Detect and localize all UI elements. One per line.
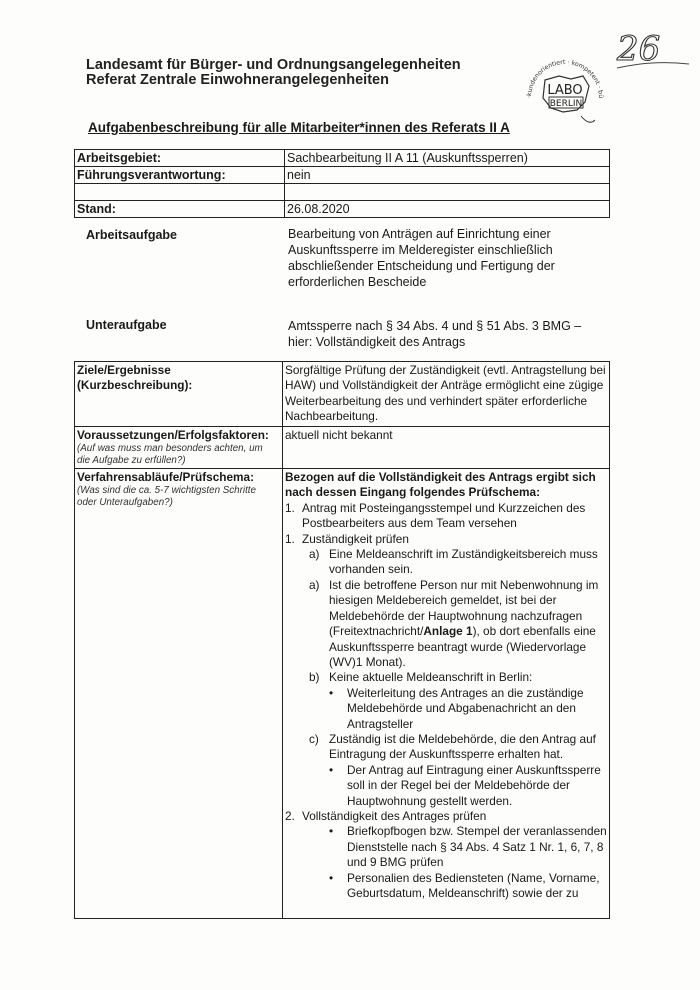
list-text — [329, 578, 598, 670]
arbeitsgebiet-label: Arbeitsgebiet: — [75, 150, 285, 167]
list-number: 1. — [285, 500, 295, 515]
ziele-sublabel: (Kurzbeschreibung): — [77, 378, 193, 393]
verfahren-label: Verfahrensabläufe/Prüfschema: — [77, 470, 255, 485]
bullet-item — [285, 871, 607, 902]
list-item — [285, 501, 607, 532]
text-line: vorhanden sein. — [329, 562, 413, 577]
list-mark: c) — [309, 731, 319, 746]
stamp-berlin: BERLIN — [549, 99, 583, 109]
anlage-reference: Anlage 1 — [423, 624, 473, 639]
intro-line: nach dessen Eingang folgendes Prüfschema: — [285, 485, 541, 500]
text-part: ), ob dort ebenfalls eine — [472, 624, 596, 639]
text-line: Zuständig ist die Meldebehörde, die den Antrag auf — [329, 731, 596, 746]
list-item — [285, 578, 607, 670]
text-line: (WV)1 Monat). — [329, 654, 406, 669]
verfahren-hint: (Was sind die ca. 5-7 wichtigsten Schritte — [77, 485, 256, 497]
text-line: HAW) und Vollständigkeit der Anträge ermöglicht eine zügige — [285, 378, 604, 393]
text-line: Der Antrag auf Eintragung einer Auskunftssperre — [347, 762, 601, 777]
text-line: Vollständigkeit des Antrages prüfen — [302, 808, 487, 823]
document-title: Aufgabenbeschreibung für alle Mitarbeiter*innen des Referats II A — [88, 120, 510, 135]
table-row — [75, 201, 610, 218]
stamp-arc-text: ·kundenorientiert · kompetent · bü — [525, 58, 605, 99]
verfahren-label-cell — [75, 469, 283, 919]
text-line: Eine Meldeanschrift im Zuständigkeitsbereich muss — [329, 547, 598, 562]
authority-name: Landesamt für Bürger- und Ordnungsangelegenheiten — [86, 57, 461, 73]
verfahren-value-cell — [283, 469, 610, 919]
table-row — [75, 469, 610, 919]
voraussetzungen-hint: (Auf was muss man besonders achten, um — [77, 443, 263, 455]
bullet-item — [285, 686, 607, 732]
empty-cell — [75, 184, 285, 201]
bullet-icon: • — [329, 685, 334, 700]
list-text — [329, 732, 596, 763]
text-line: Weiterbearbeitung des und verhindert später erforderliche — [285, 393, 588, 408]
list-text — [347, 871, 599, 902]
voraussetzungen-hint: die Aufgabe zu erfüllen?) — [77, 455, 186, 467]
bullet-item — [285, 824, 607, 870]
text-line: Meldebehörde der Hauptwohnung nachzufragen — [329, 608, 583, 623]
text-line: Keine aktuelle Meldeanschrift in Berlin: — [329, 670, 533, 685]
text-line: Antrag mit Posteingangsstempel und Kurzzeichen des — [302, 500, 586, 515]
table-row — [75, 426, 610, 468]
bullet-item — [285, 763, 607, 809]
fuehrung-value: nein — [285, 167, 610, 184]
arbeitsaufgabe-label: Arbeitsaufgabe — [86, 228, 177, 242]
text-line: Zuständigkeit prüfen — [302, 531, 409, 546]
department-name: Referat Zentrale Einwohnerangelegenheiten — [86, 72, 389, 88]
table-row — [75, 184, 610, 201]
text-line: Nachbearbeitung. — [285, 409, 379, 424]
text-part: (Freitextnachricht/ — [329, 624, 424, 639]
text-line: Briefkopfbogen bzw. Stempel der veranlassenden — [347, 824, 607, 839]
list-item — [285, 809, 607, 824]
voraussetzungen-value: aktuell nicht bekannt — [283, 426, 610, 468]
text-line — [329, 624, 598, 639]
ziele-label: Ziele/Ergebnisse — [77, 363, 171, 377]
bullet-icon: • — [329, 762, 334, 777]
list-text — [347, 763, 601, 809]
text-line: Postbearbeiters aus dem Team versehen — [302, 516, 517, 531]
list-item — [285, 670, 607, 685]
list-item — [285, 732, 607, 763]
stand-value: 26.08.2020 — [285, 201, 610, 218]
list-text — [329, 670, 532, 685]
handwritten-number-text: 26 — [617, 29, 661, 69]
unteraufgabe-text — [288, 318, 618, 350]
bullet-icon: • — [329, 824, 334, 839]
arbeitsaufgabe-text — [288, 226, 588, 290]
table-row — [75, 167, 610, 184]
text-line: hier: Vollständigkeit des Antrags — [288, 335, 466, 349]
list-text — [347, 824, 607, 870]
verfahren-hint: oder Unteraufgaben?) — [77, 497, 173, 509]
text-line: Auskunftssperre im Melderegister einschließlich — [288, 243, 553, 257]
info-table — [74, 149, 610, 218]
text-line: Meldebehörde und Abgabenachricht an den — [347, 701, 576, 716]
text-line: Personalien des Bediensteten (Name, Vorname, — [347, 870, 600, 885]
text-line: Dienststelle nach § 34 Abs. 4 Satz 1 Nr. 1, 6, 7, 8 — [347, 839, 604, 854]
text-line: Auskunftssperre beantragt wurde (Wiedervorlage — [329, 639, 587, 654]
list-text — [299, 532, 409, 547]
voraussetzungen-label-cell — [75, 426, 283, 468]
text-line: Geburtsdatum, Meldeanschrift) sowie der zu — [347, 886, 579, 900]
list-item — [285, 532, 607, 547]
text-line: Bearbeitung von Anträgen auf Einrichtung einer — [288, 227, 551, 241]
list-mark: a) — [309, 577, 320, 592]
text-line: Antragsteller — [347, 716, 414, 731]
text-line: und 9 BMG prüfen — [347, 855, 444, 870]
list-text — [329, 547, 598, 578]
fuehrung-label: Führungsverantwortung: — [75, 167, 285, 184]
intro-line: Bezogen auf die Vollständigkeit des Antrags ergibt sich — [285, 470, 596, 485]
list-text — [347, 686, 584, 732]
unteraufgabe-label: Unteraufgabe — [86, 318, 167, 332]
stand-label: Stand: — [75, 201, 285, 218]
labo-berlin-stamp — [519, 46, 611, 138]
list-number: 2. — [285, 808, 295, 823]
empty-cell — [285, 184, 610, 201]
list-number: 1. — [285, 531, 295, 546]
ziele-value-cell — [283, 362, 610, 427]
list-item — [285, 547, 607, 578]
table-row — [75, 150, 610, 167]
ziele-label-cell — [75, 362, 283, 427]
voraussetzungen-label: Voraussetzungen/Erfolgsfaktoren: — [77, 427, 269, 442]
text-line: Sorgfältige Prüfung der Zuständigkeit (evtl. Antragstellung bei — [285, 363, 606, 377]
text-line: Weiterleitung des Antrages an die zuständige — [347, 685, 584, 700]
task-table — [74, 361, 610, 919]
list-text — [299, 809, 486, 824]
text-line: soll in der Regel bei der Meldebehörde der — [347, 778, 570, 793]
table-row — [75, 362, 610, 427]
list-mark: b) — [309, 670, 320, 685]
arbeitsgebiet-value: Sachbearbeitung II A 11 (Auskunftssperren) — [285, 150, 610, 167]
bullet-icon: • — [329, 870, 334, 885]
stamp-labo: LABO — [547, 83, 583, 98]
list-text — [299, 501, 585, 532]
text-line: abschließender Entscheidung und Fertigung der — [288, 259, 555, 273]
text-line: erforderlichen Bescheide — [288, 275, 427, 289]
text-line: Eintragung der Auskunftssperre erhalten hat. — [329, 747, 564, 762]
text-line: Ist die betroffene Person nur mit Nebenwohnung im — [329, 577, 599, 592]
text-line: Amtssperre nach § 34 Abs. 4 und § 51 Abs. 3 BMG – — [288, 319, 582, 333]
text-line: Hauptwohnung gestellt werden. — [347, 793, 513, 808]
text-line: hiesigen Meldebereich gemeldet, ist bei der — [329, 593, 557, 608]
handwritten-page-number — [613, 26, 693, 76]
list-mark: a) — [309, 547, 320, 562]
